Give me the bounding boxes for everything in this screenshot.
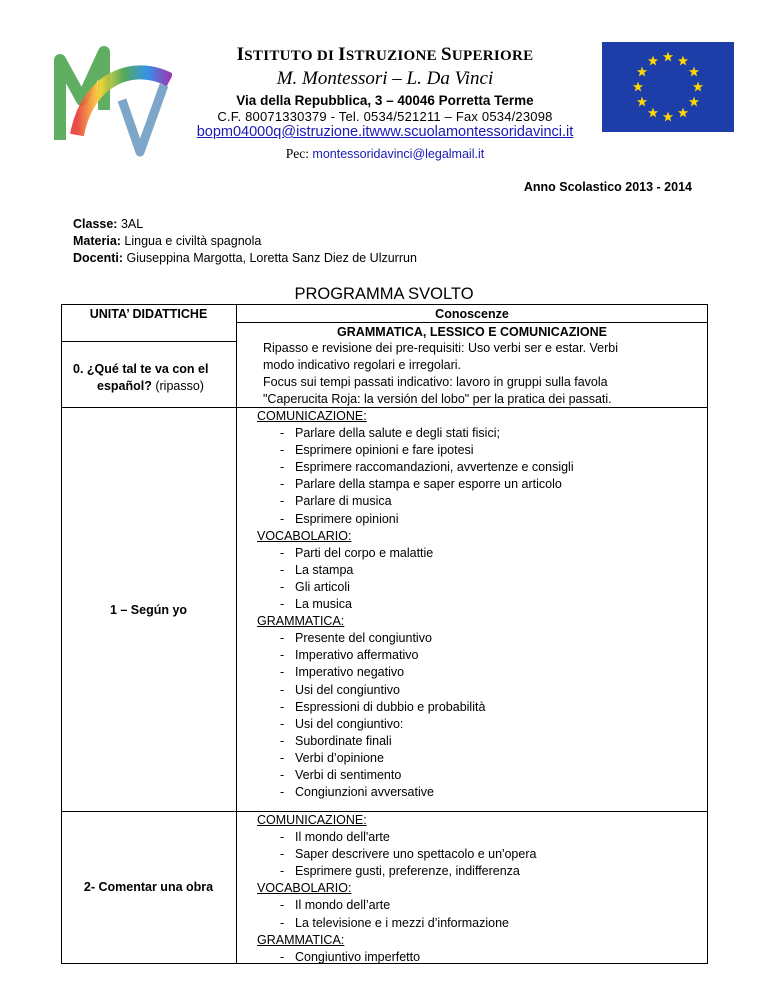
- list-item: - Parlare della stampa e saper esporre un articolo: [263, 476, 574, 493]
- subject-line: Materia: Lingua e civiltà spagnola: [73, 234, 262, 248]
- list-item: - Il mondo dell'arte: [263, 829, 536, 846]
- list-item: - Espressioni di dubbio e probabilità: [263, 699, 574, 716]
- list-item: - Imperativo negativo: [263, 664, 574, 681]
- pec-label: Pec:: [285, 146, 310, 161]
- eu-flag: [602, 42, 734, 132]
- list-item: - La musica: [263, 596, 574, 613]
- pec-line: [175, 146, 595, 162]
- teachers-line: Docenti: Giuseppina Margotta, Loretta Sanz Diez de Ulzurrun: [73, 251, 417, 265]
- program-table: [61, 304, 708, 964]
- units-column-header: UNITA’ DIDATTICHE: [89, 307, 208, 321]
- list-item: - La televisione e i mezzi d’informazione: [263, 915, 536, 932]
- list-item: - Esprimere raccomandazioni, avvertenze e consigli: [263, 459, 574, 476]
- document-title: PROGRAMMA SVOLTO: [294, 285, 474, 303]
- list-item: - La stampa: [263, 562, 574, 579]
- school-logo: [52, 40, 172, 158]
- list-item: - Congiunzioni avversative: [263, 784, 574, 801]
- list-item: - Verbi di sentimento: [263, 767, 574, 784]
- list-item: - Gli articoli: [263, 579, 574, 596]
- list-item: - Saper descrivere uno spettacolo e un'opera: [263, 846, 536, 863]
- institute-address: Via della Repubblica, 3 – 40046 Porretta Terme: [236, 93, 534, 108]
- list-item: - Esprimere gusti, preferenze, indifferenza: [263, 863, 536, 880]
- institute-contacts: C.F. 80071330379 - Tel. 0534/521211 – Fax 0534/23098: [217, 109, 553, 124]
- unit-0-content: Ripasso e revisione dei pre-requisiti: Uso verbi ser e estar. Verbi modo indicativo regolari e irregolari. Focus sui tempi passati indicativo: lavoro in gruppi sulla favola "Caperucita Roja: la versión del lobo" per la pratica dei passati.: [263, 341, 619, 407]
- list-item: - Imperativo affermativo: [263, 647, 574, 664]
- unit-1-content: COMUNICAZIONE: - Parlare della salute e degli stati fisici; - Esprimere opinioni e fare ipotesi - Esprimere raccomandazioni, avvertenze e consigli - Parlare della stampa e saper esporre un articolo - Parlare di musica - Esprimere opinioni VOCABOLARIO: - Parti del corpo e malattie - La stampa - Gli articoli - La musica GRAMMATICA: - Presente del congiuntivo - Imperativo affermativo - Imperativo negativo - Usi del congiuntivo - Espressioni di dubbio e probabilità - Usi del congiuntivo: - Subordinate finali - Verbi d’opinione - Verbi di sentimento - Congiunzioni avversative: [263, 408, 574, 801]
- list-item: - Congiuntivo imperfetto: [263, 949, 536, 966]
- list-item: - Presente del congiuntivo: [263, 630, 574, 647]
- institute-title: ISTITUTO DI ISTRUZIONE SUPERIORE: [236, 44, 534, 65]
- unit-1-title: 1 – Según yo: [109, 603, 188, 617]
- list-item: - Verbi d’opinione: [263, 750, 574, 767]
- list-item: - Usi del congiuntivo: [263, 682, 574, 699]
- school-year: Anno Scolastico 2013 - 2014: [523, 180, 692, 194]
- list-item: - Esprimere opinioni e fare ipotesi: [263, 442, 574, 459]
- section-header: GRAMMATICA, LESSICO E COMUNICAZIONE: [337, 325, 607, 339]
- list-item: - Esprimere opinioni: [263, 511, 574, 528]
- unit-2-content: COMUNICAZIONE: - Il mondo dell'arte - Saper descrivere uno spettacolo e un'opera - Esprimere gusti, preferenze, indifferenza VOCABOLARIO: - Il mondo dell’arte - La televisione e i mezzi d’informazione GRAMMATICA: - Congiuntivo imperfetto: [263, 812, 536, 966]
- list-item: - Parti del corpo e malattie: [263, 545, 574, 562]
- list-item: - Usi del congiuntivo:: [263, 716, 574, 733]
- knowledge-column-header: Conoscenze: [435, 307, 509, 321]
- institute-subtitle: M. Montessori – L. Da Vinci: [276, 68, 494, 89]
- list-item: - Subordinate finali: [263, 733, 574, 750]
- unit-0-title: 0. ¿Qué tal te va con el español? (ripasso): [73, 362, 209, 393]
- list-item: - Parlare della salute e degli stati fisici;: [263, 425, 574, 442]
- pec-email-link[interactable]: montessoridavinci@legalmail.it: [312, 147, 485, 161]
- unit-2-title: 2- Comentar una obra: [83, 880, 214, 894]
- institute-email-link[interactable]: bopm04000q@istruzione.itwww.scuolamontessoridavinci.it: [196, 124, 574, 140]
- list-item: - Parlare di musica: [263, 493, 574, 510]
- class-line: Classe: 3AL: [73, 217, 144, 231]
- list-item: - Il mondo dell’arte: [263, 897, 536, 914]
